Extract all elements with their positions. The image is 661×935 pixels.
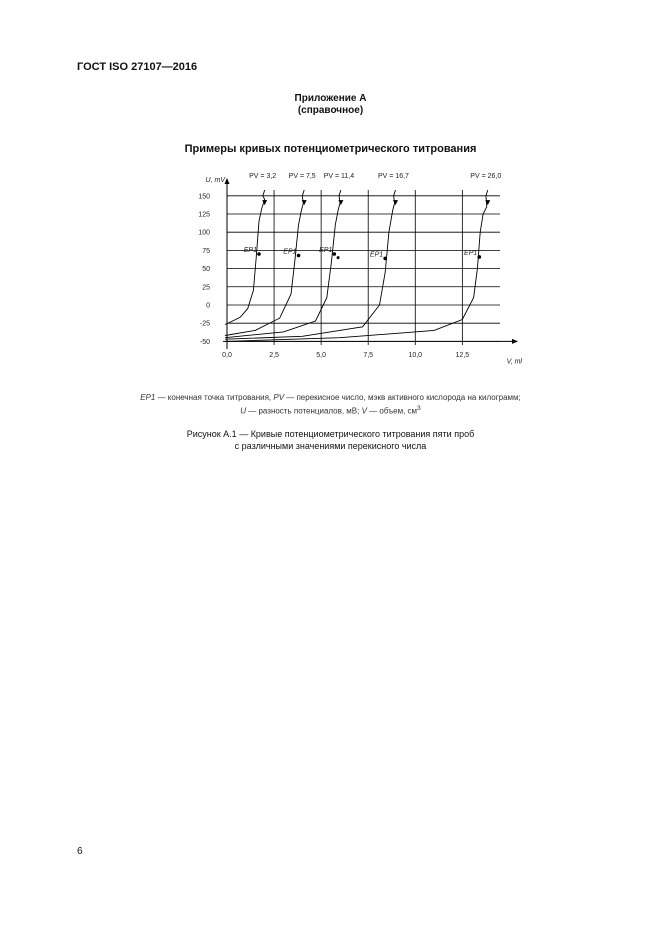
series-label: PV = 11,4	[323, 173, 355, 180]
y-tick-label: 100	[198, 229, 210, 237]
y-tick-label: 0	[206, 302, 210, 310]
page-number: 6	[77, 846, 83, 857]
series-line	[225, 190, 395, 339]
appendix-subtitle: (справочное)	[297, 105, 364, 116]
y-axis-label: U, mV	[205, 177, 225, 184]
series-line	[225, 190, 265, 325]
endpoint-marker	[297, 254, 301, 258]
legend-v-text: — объем, см	[366, 406, 418, 416]
series-line	[225, 190, 304, 336]
figure-title: Примеры кривых потенциометрического титрования	[184, 143, 477, 155]
endpoint-marker	[477, 255, 481, 259]
x-axis-arrow	[512, 339, 518, 344]
legend-line-2	[0, 403, 661, 417]
y-tick-label: 25	[202, 284, 210, 292]
figure-caption	[0, 428, 661, 452]
x-tick-label: 7,5	[363, 352, 374, 359]
series-label: PV = 26,0	[470, 173, 502, 180]
y-tick-label: 75	[202, 247, 210, 255]
caption-line-1: Рисунок А.1 — Кривые потенциометрического титрования пяти проб	[186, 429, 475, 439]
legend-pv-text: — перекисное число, мэкв активного кислорода на килограмм;	[284, 393, 521, 402]
document-code: ГОСТ ISO 27107—2016	[77, 61, 198, 73]
caption-line-2: с различными значениями перекисного числа	[234, 441, 427, 451]
y-tick-label: 50	[202, 266, 210, 274]
series-line	[225, 190, 341, 338]
x-tick-label: 5,0	[316, 352, 327, 359]
series-arrow	[393, 200, 398, 205]
appendix-title: Приложение А	[294, 93, 367, 104]
endpoint-marker	[383, 257, 387, 261]
y-axis-arrow	[225, 178, 230, 184]
legend-pv-symbol: PV	[273, 393, 285, 402]
endpoint-marker	[257, 252, 261, 256]
appendix-heading	[0, 93, 661, 117]
endpoint-marker	[337, 256, 340, 259]
x-tick-label: 2,5	[269, 352, 279, 359]
series-label: PV = 7,5	[288, 173, 316, 180]
y-tick-label: -25	[199, 320, 210, 328]
series-line	[225, 190, 488, 341]
y-tick-label: 125	[198, 211, 210, 219]
legend-ep-text: — конечная точка титрования,	[155, 393, 274, 402]
legend-ep-symbol: EP1	[140, 393, 156, 402]
endpoint-label: EP1	[283, 248, 297, 256]
endpoint-label: EP1	[319, 247, 333, 255]
legend-u-text: — разность потенциалов, мВ;	[246, 406, 362, 416]
x-axis-label: V, ml	[506, 358, 522, 366]
legend-line-1	[0, 392, 661, 403]
endpoint-label: EP1	[464, 249, 478, 257]
endpoint-marker	[333, 252, 337, 256]
x-tick-label: 12,5	[455, 352, 470, 359]
legend-v-exponent: 3	[417, 405, 421, 412]
titration-chart	[160, 165, 530, 380]
series-arrow	[302, 200, 307, 205]
legend-v-symbol: V	[361, 406, 367, 416]
y-tick-label: -50	[199, 338, 210, 346]
series-label: PV = 3,2	[249, 173, 277, 180]
figure-legend	[0, 392, 661, 417]
series-label: PV = 16,7	[378, 173, 409, 180]
endpoint-label: EP1	[369, 251, 384, 259]
x-tick-label: 0,0	[222, 352, 232, 359]
endpoint-label: EP1	[243, 247, 258, 255]
x-tick-label: 10,0	[408, 352, 423, 359]
series-arrow	[338, 200, 343, 205]
y-tick-label: 150	[198, 193, 210, 201]
legend-u-symbol: U	[240, 406, 247, 416]
